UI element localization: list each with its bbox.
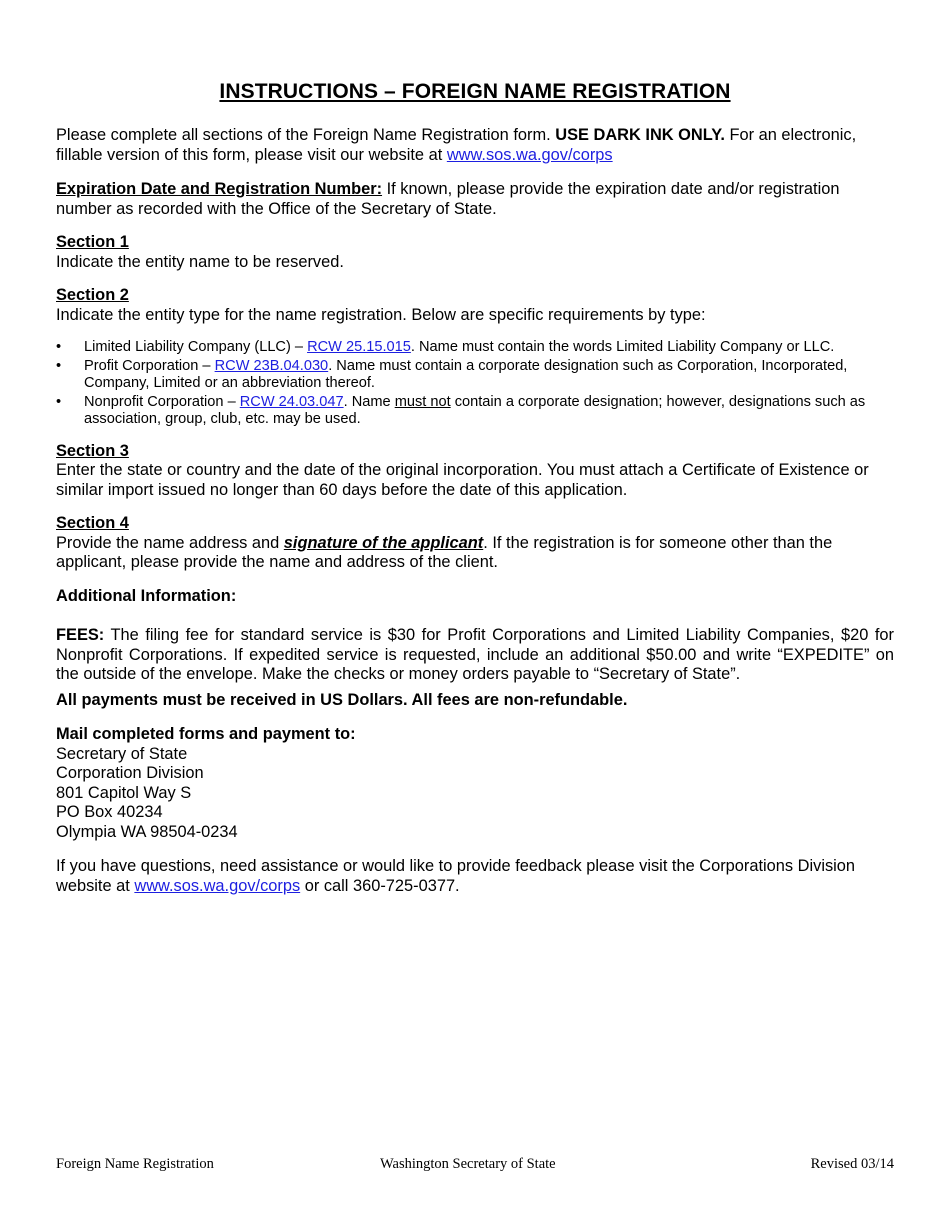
section-2 xyxy=(56,286,894,429)
llc-requirement: . Name must contain the words Limited Liability Company or LLC. xyxy=(410,339,835,355)
section-4-heading: Section 4 xyxy=(56,514,129,532)
signature-emphasis: signature of the applicant xyxy=(283,533,484,552)
section-3-heading: Section 3 xyxy=(56,441,129,460)
fees-paragraph xyxy=(56,626,894,685)
list-item-llc xyxy=(56,339,894,357)
contact-paragraph xyxy=(56,857,894,896)
profit-corp-requirement: . Name must contain a corporate designation such as Corporation, Incorporated, Company, Limited or an abbreviation thereof. xyxy=(84,357,848,391)
bullet: • xyxy=(56,357,62,374)
additional-info-heading: Additional Information: xyxy=(56,586,237,605)
address-line: 801 Capitol Way S xyxy=(56,783,192,802)
profit-corp-label: Profit Corporation – xyxy=(84,357,215,374)
nonprofit-corp-label: Nonprofit Corporation – xyxy=(84,393,240,410)
rcw-24-03-047-link[interactable]: RCW 24.03.047 xyxy=(239,393,344,410)
contact-website-link[interactable]: www.sos.wa.gov/corps xyxy=(134,876,301,895)
fees-text: The filing fee for standard service is $30 for Profit Corporations and Limited Liability Companies, $20 for Nonprofit Corporations. If expedited service is requested, include an additional $50.00 and write “EXPEDITE” on the outside of the envelope. Make the checks or money orders payable to “Secretary of State”. xyxy=(56,626,894,683)
list-item-nonprofit-corporation xyxy=(56,394,894,429)
contact-text-2: or call 360-725-0377. xyxy=(300,876,460,895)
footer-form-name: Foreign Name Registration xyxy=(56,1156,214,1172)
rcw-25-15-015-link[interactable]: RCW 25.15.015 xyxy=(307,339,411,355)
expiration-text: If known, please provide the expiration date and/or registration number as recorded with the Office of the Secretary of State. xyxy=(56,180,840,218)
bullet: • xyxy=(56,339,62,355)
section-4-text-2: . If the registration is for someone other than the applicant, please provide the name and address of the client. xyxy=(56,533,833,571)
contact-text-1: If you have questions, need assistance or would like to provide feedback please visit the Corporations Division website at xyxy=(56,857,856,895)
footer-agency: Washington Secretary of State xyxy=(380,1156,556,1172)
payment-notice: All payments must be received in US Dollars. All fees are non-refundable. xyxy=(56,690,628,709)
fees-label: FEES: xyxy=(56,626,105,644)
page-footer xyxy=(56,1156,894,1174)
section-4 xyxy=(56,514,894,573)
section-3 xyxy=(56,442,894,501)
section-4-text xyxy=(56,534,894,573)
expiration-heading: Expiration Date and Registration Number: xyxy=(56,180,383,198)
nonprofit-requirement: contain a corporate designation; however, designations such as association, group, club, etc. may be used. xyxy=(84,393,866,427)
rcw-23b-04-030-link[interactable]: RCW 23B.04.030 xyxy=(214,357,329,374)
section-2-text: Indicate the entity type for the name registration. Below are specific requirements by type: xyxy=(56,305,706,324)
list-item-profit-corporation xyxy=(56,358,894,393)
section-1 xyxy=(56,233,894,272)
page-title: INSTRUCTIONS – FOREIGN NAME REGISTRATION xyxy=(219,80,731,103)
section-4-text-1: Provide the name address and xyxy=(56,533,284,552)
intro-text-1: Please complete all sections of the Foreign Name Registration form. xyxy=(56,126,556,144)
section-3-text: Enter the state or country and the date of the original incorporation. You must attach a Certificate of Existence or similar import issued no longer than 60 days before the date of this application. xyxy=(56,461,869,499)
mailing-address xyxy=(56,725,894,842)
dark-ink-notice: USE DARK INK ONLY. xyxy=(555,126,725,144)
address-line: Secretary of State xyxy=(56,744,188,763)
bullet: • xyxy=(56,393,62,410)
website-link[interactable]: www.sos.wa.gov/corps xyxy=(446,145,613,164)
intro-text-2: For an electronic, fillable version of this form, please visit our website at xyxy=(56,126,857,164)
footer-revision: Revised 03/14 xyxy=(810,1156,894,1172)
entity-type-list xyxy=(56,339,894,429)
expiration-paragraph xyxy=(56,180,894,219)
llc-label: Limited Liability Company (LLC) – xyxy=(84,339,308,355)
section-2-heading: Section 2 xyxy=(56,286,129,304)
section-1-heading: Section 1 xyxy=(56,233,129,251)
address-line: Corporation Division xyxy=(56,764,204,782)
address-line: PO Box 40234 xyxy=(56,803,163,821)
intro-paragraph xyxy=(56,126,894,165)
must-not-emphasis: must not xyxy=(394,393,451,410)
section-1-text: Indicate the entity name to be reserved. xyxy=(56,252,344,271)
mail-heading: Mail completed forms and payment to: xyxy=(56,725,356,743)
instructions-page xyxy=(56,80,894,896)
address-line: Olympia WA 98504-0234 xyxy=(56,822,238,841)
nonprofit-mid-text: . Name xyxy=(343,393,395,410)
